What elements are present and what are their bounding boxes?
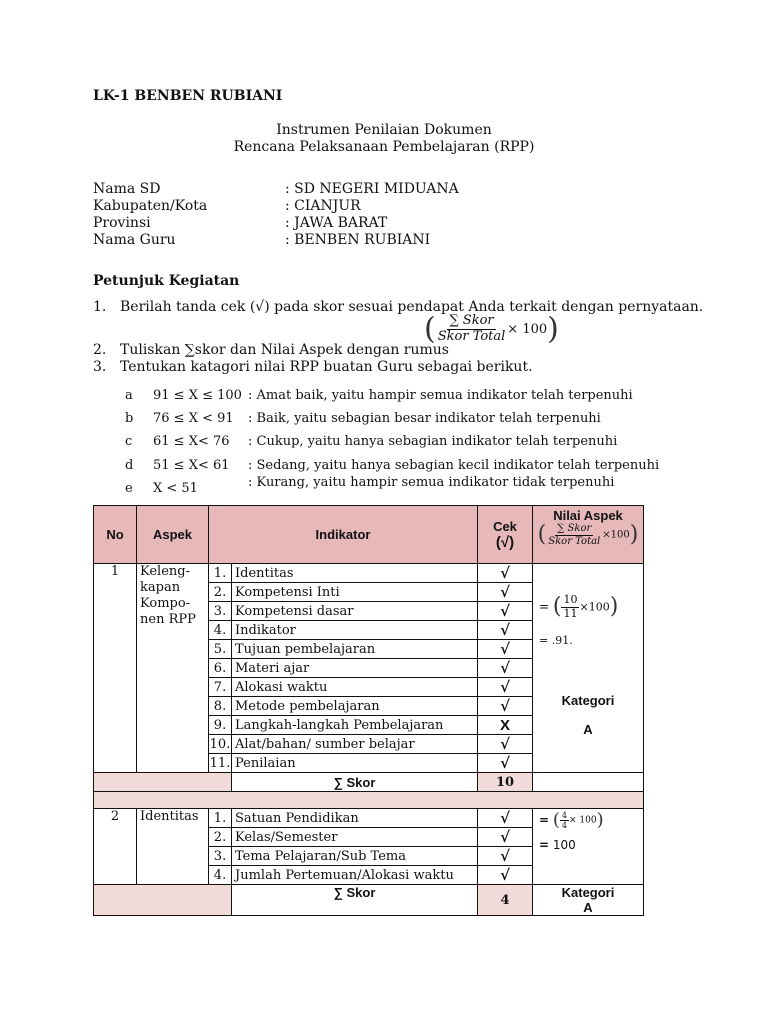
row-indikator: Alat/bahan/ sumber belajar xyxy=(232,735,478,754)
row-number: 1. xyxy=(209,564,232,583)
category-letter-b: b xyxy=(125,411,134,426)
section-1-sum-spacer xyxy=(94,773,232,792)
category-letter-a: a xyxy=(125,388,133,403)
info-label-nama-guru: Nama Guru xyxy=(93,232,176,248)
section-2-kategori-value: A xyxy=(583,900,593,915)
row-check[interactable]: √ xyxy=(478,564,533,583)
row-indikator: Penilaian xyxy=(232,754,478,773)
category-range-c: 61 ≤ X< 76 xyxy=(153,434,230,449)
section-2-nilai xyxy=(533,809,644,885)
row-check[interactable]: √ xyxy=(478,678,533,697)
row-check[interactable]: √ xyxy=(478,754,533,773)
section-1-nilai-den: 11 xyxy=(563,606,578,620)
table-header-row xyxy=(94,506,644,564)
header-cek-label: Cek xyxy=(493,518,517,534)
row-check[interactable]: √ xyxy=(478,866,533,885)
section-2-kategori-label: Kategori xyxy=(561,885,615,900)
row-indikator: Jumlah Pertemuan/Alokasi waktu xyxy=(232,866,478,885)
section-2-nilai-result: 100 xyxy=(552,838,576,853)
section-2-aspek: Identitas xyxy=(137,809,209,885)
info-value-nama-sd: : SD NEGERI MIDUANA xyxy=(285,181,459,197)
row-check[interactable]: √ xyxy=(478,847,533,866)
category-letter-e: e xyxy=(125,481,133,496)
section-1-kategori-label: Kategori xyxy=(561,693,615,709)
formula-rumus: ( $\frac{\text{∑ Skor}}{\text{Skor Total}}$ × 100) xyxy=(424,311,559,347)
row-check[interactable]: √ xyxy=(478,583,533,602)
section-1-sum-row xyxy=(94,773,644,792)
section-2-kategori xyxy=(533,885,644,916)
category-desc-e: : Kurang, yaitu hampir semua indikator tidak terpenuhi xyxy=(248,475,615,490)
heading-line-1: Instrumen Penilaian Dokumen xyxy=(276,122,492,138)
row-check[interactable]: √ xyxy=(478,602,533,621)
section-2-sum-spacer xyxy=(94,885,232,916)
row-indikator: Kompetensi dasar xyxy=(232,602,478,621)
header-formula-den: Skor Total xyxy=(548,535,601,547)
section-1-nilai-result: = .91. xyxy=(539,634,573,648)
row-indikator: Tema Pelajaran/Sub Tema xyxy=(232,847,478,866)
row-number: 8. xyxy=(209,697,232,716)
section-2-eq: = xyxy=(539,813,550,828)
section-2-no: 2 xyxy=(94,809,137,885)
info-label-provinsi: Provinsi xyxy=(93,215,151,231)
row-indikator: Langkah-langkah Pembelajaran xyxy=(232,716,478,735)
row-number: 10. xyxy=(209,736,231,752)
row-number: 7. xyxy=(209,678,232,697)
assessment-table xyxy=(93,505,644,916)
header-aspek: Aspek xyxy=(137,506,209,564)
row-number: 4. xyxy=(209,866,232,885)
row-indikator: Metode pembelajaran xyxy=(232,697,478,716)
row-check[interactable]: √ xyxy=(478,659,533,678)
heading-line-2: Rencana Pelaksanaan Pembelajaran (RPP) xyxy=(233,139,535,155)
row-number: 9. xyxy=(209,716,232,735)
document-title: LK-1 BENBEN RUBIANI xyxy=(93,88,283,104)
row-number: 2. xyxy=(209,828,232,847)
table-row xyxy=(94,809,644,828)
formula-denominator: Skor Total xyxy=(437,328,506,344)
row-indikator: Materi ajar xyxy=(232,659,478,678)
section-2-nilai-result-line xyxy=(539,838,637,852)
section-1-no: 1 xyxy=(94,564,137,773)
section-1-sum-value: 10 xyxy=(478,773,533,792)
section-2-nilai-num: 4 xyxy=(561,811,568,820)
section-1-nilai xyxy=(533,564,644,773)
petunjuk-item-3-text: Tentukan katagori nilai RPP buatan Guru sebagai berikut. xyxy=(120,359,533,375)
petunjuk-title: Petunjuk Kegiatan xyxy=(93,273,240,289)
row-number: 2. xyxy=(209,583,232,602)
row-check[interactable]: √ xyxy=(478,809,533,828)
section-1-sum-empty xyxy=(533,773,644,792)
row-check[interactable]: √ xyxy=(478,828,533,847)
row-indikator: Identitas xyxy=(232,564,478,583)
section-separator-row xyxy=(94,792,644,809)
section-2-sum-label: ∑ Skor xyxy=(232,885,478,916)
header-formula-times: ×100 xyxy=(602,529,630,541)
section-2-eq-2: = xyxy=(539,838,550,853)
row-check[interactable]: √ xyxy=(478,621,533,640)
row-number: 1. xyxy=(209,809,232,828)
section-1-aspek: Keleng- kapan Kompo- nen RPP xyxy=(137,564,209,773)
petunjuk-item-1-no: 1. xyxy=(93,299,107,315)
header-cek xyxy=(478,506,533,564)
row-number: 3. xyxy=(209,847,232,866)
category-range-d: 51 ≤ X< 61 xyxy=(153,458,230,473)
section-separator xyxy=(94,792,644,809)
row-check[interactable]: √ xyxy=(478,640,533,659)
row-number: 4. xyxy=(209,621,232,640)
category-desc-c: : Cukup, yaitu hanya sebagian indikator telah terpenuhi xyxy=(248,434,618,449)
row-indikator: Kompetensi Inti xyxy=(232,583,478,602)
category-desc-a: : Amat baik, yaitu hampir semua indikator telah terpenuhi xyxy=(248,388,633,403)
row-number: 3. xyxy=(209,602,232,621)
category-range-b: 76 ≤ X < 91 xyxy=(153,411,234,426)
category-range-a: 91 ≤ X ≤ 100 xyxy=(153,388,242,403)
formula-times: × 100 xyxy=(507,321,548,337)
petunjuk-item-2-no: 2. xyxy=(93,342,107,358)
category-desc-d: : Sedang, yaitu hanya sebagian kecil indikator telah terpenuhi xyxy=(248,458,660,473)
row-check[interactable]: √ xyxy=(478,735,533,754)
row-indikator: Alokasi waktu xyxy=(232,678,478,697)
row-check[interactable]: √ xyxy=(478,697,533,716)
section-2-nilai-times: × 100 xyxy=(569,815,597,826)
petunjuk-item-3-no: 3. xyxy=(93,359,107,375)
row-indikator: Tujuan pembelajaran xyxy=(232,640,478,659)
section-1-nilai-formula: = ( $\frac{10}{11}$ ×100) xyxy=(539,593,619,620)
row-number: 11. xyxy=(209,755,231,771)
section-1-eq: = xyxy=(539,599,550,614)
row-check[interactable]: X xyxy=(478,716,533,735)
row-indikator: Kelas/Semester xyxy=(232,828,478,847)
row-number: 5. xyxy=(209,640,232,659)
category-letter-c: c xyxy=(125,434,133,449)
category-desc-b: : Baik, yaitu sebagian besar indikator telah terpenuhi xyxy=(248,411,601,426)
section-1-sum-label: ∑ Skor xyxy=(232,773,478,792)
section-1-nilai-num: 10 xyxy=(563,593,578,606)
header-cek-symbol: (√) xyxy=(495,533,515,551)
header-nilai-label: Nilai Aspek xyxy=(553,508,623,523)
row-indikator: Indikator xyxy=(232,621,478,640)
category-letter-d: d xyxy=(125,458,134,473)
table-row xyxy=(94,564,644,583)
section-2-sum-value: 4 xyxy=(478,885,533,916)
header-nilai-aspek: Nilai Aspek ( $\frac{\text{∑ Skor}}{\text{Skor Total}}$ ×100) xyxy=(533,506,644,564)
section-1-nilai-times: ×100 xyxy=(579,600,610,614)
header-no: No xyxy=(94,506,137,564)
section-2-nilai-formula: = ( $\frac{4}{4}$ × 100) xyxy=(539,809,604,831)
formula-numerator: ∑ Skor xyxy=(449,313,494,328)
petunjuk-item-2-text: Tuliskan ∑skor dan Nilai Aspek dengan rumus xyxy=(120,342,449,358)
info-value-kabupaten: : CIANJUR xyxy=(285,198,361,214)
row-number: 6. xyxy=(209,659,232,678)
section-1-kategori-value: A xyxy=(583,722,593,738)
petunjuk-item-1-text: Berilah tanda cek (√) pada skor sesuai pendapat Anda terkait dengan pernyataan. xyxy=(120,299,704,315)
section-2-nilai-den: 4 xyxy=(561,821,568,831)
info-label-nama-sd: Nama SD xyxy=(93,181,161,197)
row-indikator: Satuan Pendidikan xyxy=(232,809,478,828)
section-2-sum-row xyxy=(94,885,644,916)
header-indikator: Indikator xyxy=(209,506,478,564)
header-formula-num: ∑ Skor xyxy=(557,523,592,534)
info-label-kabupaten: Kabupaten/Kota xyxy=(93,198,208,214)
category-range-e: X < 51 xyxy=(153,481,198,496)
info-value-provinsi: : JAWA BARAT xyxy=(285,215,388,231)
info-value-nama-guru: : BENBEN RUBIANI xyxy=(285,232,431,248)
